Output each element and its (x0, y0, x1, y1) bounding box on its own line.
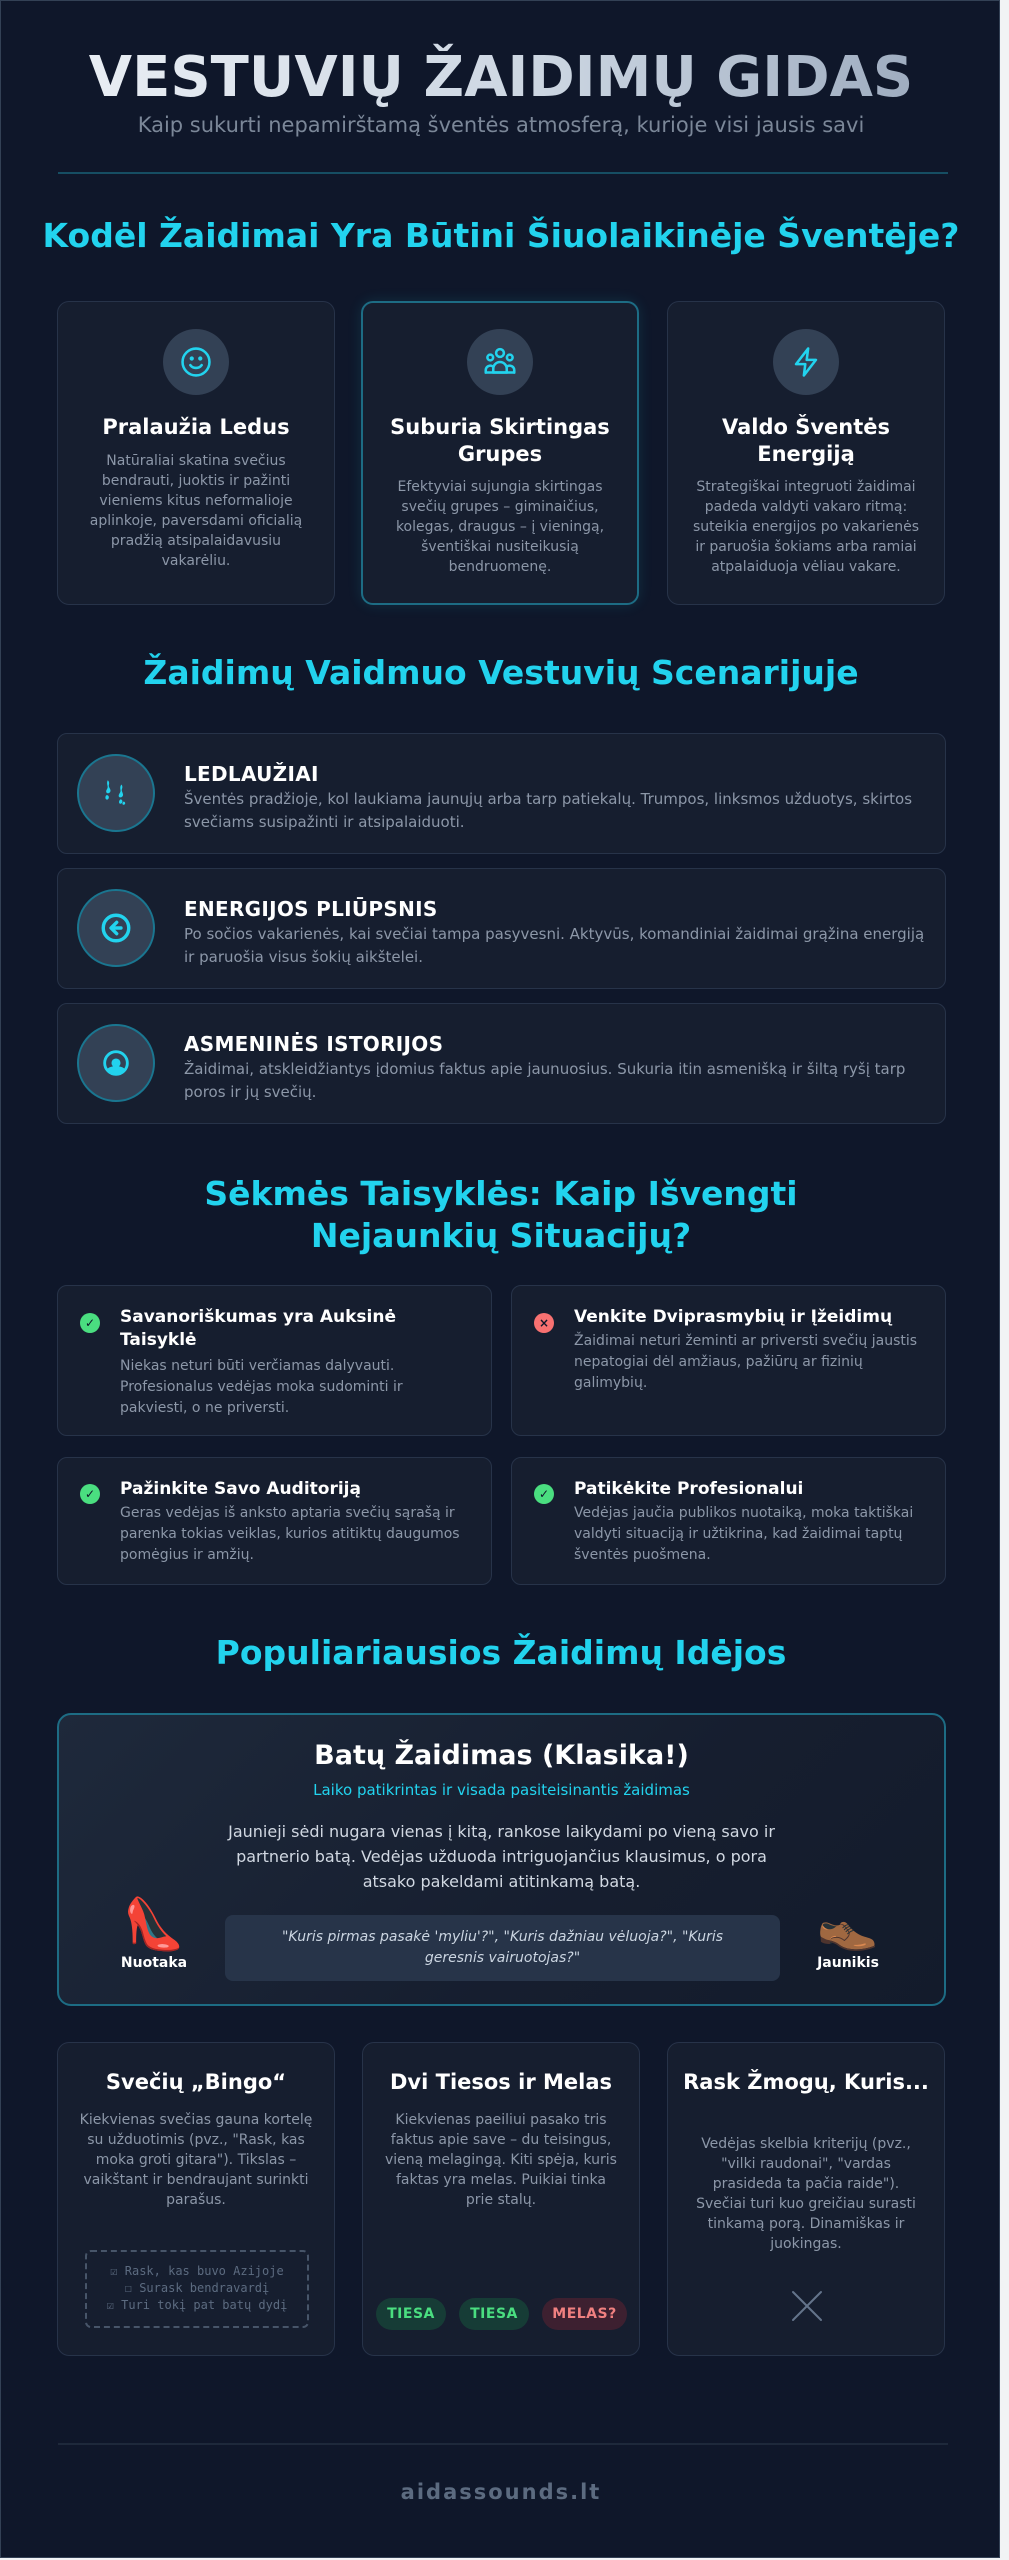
arrow-left-circle-icon (77, 889, 155, 967)
mans-shoe-icon: 👞 (816, 1895, 880, 1953)
game-card-text: Vedėjas skelbia kriterijų (pvz., "vilki raudonai", "vardas prasideda ta pačia raide"). Svečiai turi kuo greičiau surasti tinkamą porą. Dinamiškas ir juokingas. (696, 2136, 916, 2252)
rule-text: Vedėjas jaučia publikos nuotaiką, moka taktiškai valdyti situaciją ir užtikrina, kad žaidimai taptų šventės puošmena. (574, 1505, 914, 1563)
featured-game-card (57, 1713, 946, 2006)
rule-title: Savanoriškumas yra Auksinė Taisyklė (120, 1307, 397, 1350)
groom-label: Jaunikis (817, 1955, 879, 1971)
scenario-item-title: ASMENINĖS ISTORIJOS (184, 1032, 444, 1056)
scenario-item-text: Šventės pradžioje, kol laukiama jaunųjų arba tarp patiekalų. Trumpos, linksmos užduotys, skirtos svečiams susipažinti ir atsipalaiduoti. (184, 790, 913, 831)
game-card-text: Kiekvienas svečias gauna kortelę su užduotimis (pvz., "Rask, kas moka groti gitara"). Tikslas – vaikštant ir bendraujant surinkti parašus. (79, 2112, 313, 2208)
feature-card-title: Suburia Skirtingas Grupes (390, 415, 610, 466)
cross-icon (791, 2290, 823, 2326)
bingo-item: ☐ Surask bendravardį (124, 2281, 270, 2295)
scenario-item-title: LEDLAUŽIAI (184, 762, 319, 786)
game-card-title: Dvi Tiesos ir Melas (389, 2070, 612, 2094)
why-heading: Kodėl Žaidimai Yra Būtini Šiuolaikinėje Šventėje? (42, 216, 960, 255)
rule-card-audience (57, 1457, 492, 1585)
rule-text: Geras vedėjas iš anksto aptaria svečių sąrašą ir parenka tokias veiklas, kurios atitiktų daugumos pomėgius ir amžių. (120, 1505, 460, 1563)
bride-shoe (109, 1896, 199, 1972)
rule-text: Žaidimai neturi žeminti ar priversti svečių jaustis nepatogiai dėl amžiaus, pažiūrų ar fizinių galimybių. (574, 1333, 918, 1391)
check-icon: ✓ (534, 1484, 554, 1504)
page-subtitle: Kaip sukurti nepamirštamą šventės atmosferą, kurioje visi jausis savi (137, 113, 865, 137)
groom-shoe (803, 1896, 893, 1972)
footer-divider (58, 2443, 948, 2445)
lie-pill: MELAS? (542, 2298, 627, 2330)
rule-title: Patikėkite Profesionalui (574, 1479, 804, 1499)
bride-label: Nuotaka (120, 1955, 188, 1971)
check-icon: ✓ (80, 1313, 100, 1333)
feature-card-groups (361, 301, 639, 605)
game-card-two-truths (362, 2042, 640, 2356)
rule-card-avoid (511, 1285, 946, 1436)
feature-card-text: Strategiškai integruoti žaidimai padeda valdyti vakaro ritmą: suteikia energijos po vakarienės ir paruošia šokiams arba ramiai atpalaiduoja vėliau vakare. (692, 479, 920, 575)
scenario-item-stories (57, 1003, 946, 1124)
feature-card-title: Valdo Šventės Energiją (721, 415, 891, 466)
users-group-icon (467, 329, 533, 395)
game-card-text: Kiekvienas paeiliui pasako tris faktus apie save – du teisingus, vieną melagingą. Kiti spėja, kuris faktas yra melas. Puikiai tinka prie stalų. (385, 2112, 617, 2208)
header-divider (58, 172, 948, 174)
game-card-title: Svečių „Bingo“ (105, 2070, 287, 2094)
footprints-icon (77, 754, 155, 832)
page-title: VESTUVIŲ ŽAIDIMŲ GIDAS (1, 43, 1001, 113)
game-card-bingo (57, 2042, 335, 2356)
rule-text: Niekas neturi būti verčiamas dalyvauti. Profesionalus vedėjas moka sudominti ir pakviesti, o ne priversti. (120, 1358, 403, 1416)
scenario-item-text: Po sočios vakarienės, kai svečiai tampa pasyvesni. Aktyvūs, komandiniai žaidimai grąžina energiją ir paruošia visus šokių aikštelei. (184, 925, 925, 966)
game-card-find-person (667, 2042, 945, 2356)
rule-card-voluntary (57, 1285, 492, 1436)
feature-card-text: Natūraliai skatina svečius bendrauti, juoktis ir pažinti vieniems kitus neformalioje aplinkoje, paversdami oficialią pradžią atsipalaidavusiu vakarėliu. (89, 453, 303, 569)
scenario-heading: Žaidimų Vaidmuo Vestuvių Scenarijuje (143, 653, 859, 692)
feature-card-icebreak (57, 301, 335, 605)
smile-icon (163, 329, 229, 395)
scenario-item-title: ENERGIJOS PLIŪPSNIS (184, 897, 438, 921)
rule-title: Pažinkite Savo Auditoriją (120, 1479, 361, 1499)
game-card-title: Rask Žmogų, Kuris... (683, 2070, 929, 2094)
truth-pill: TIESA (459, 2298, 529, 2330)
rules-heading: Sėkmės Taisyklės: Kaip Išvengti Nejaunkių Situacijų? (204, 1174, 798, 1255)
bingo-item: ☑ Turi tokį pat batų dydį (106, 2298, 288, 2312)
featured-game-subtitle: Laiko patikrintas ir visada pasiteisinantis žaidimas (313, 1781, 690, 1799)
cross-badge-icon: × (534, 1313, 554, 1333)
featured-game-text: Jaunieji sėdi nugara vienas į kitą, rankose laikydami po vieną savo ir partnerio batą. Vedėjas užduoda intriguojančius klausimus, o pora atsako pakeldami atitinkamą batą. (228, 1822, 775, 1891)
bingo-checklist (85, 2250, 309, 2328)
scenario-item-energy (57, 868, 946, 989)
scenario-item-text: Žaidimai, atskleidžiantys įdomius faktus apie jaunuosius. Sukuria itin asmenišką ir šiltą ryšį tarp poros ir jų svečių. (184, 1060, 906, 1101)
person-circle-icon (77, 1024, 155, 1102)
rule-title: Venkite Dviprasmybių ir Įžeidimų (574, 1307, 893, 1327)
example-questions: "Kuris pirmas pasakė 'myliu'?", "Kuris dažniau vėluoja?", "Kuris geresnis vairuotojas?" (225, 1915, 780, 1981)
check-icon: ✓ (80, 1484, 100, 1504)
rule-card-professional (511, 1457, 946, 1585)
feature-card-energy (667, 301, 945, 605)
footer-brand: aidassounds.lt (400, 2480, 602, 2504)
bingo-item: ☑ Rask, kas buvo Azijoje (110, 2264, 284, 2278)
scenario-item-icebreakers (57, 733, 946, 854)
lightning-icon (773, 329, 839, 395)
featured-game-title: Batų Žaidimas (Klasika!) (314, 1740, 689, 1771)
ideas-heading: Populiariausios Žaidimų Idėjos (215, 1633, 787, 1672)
truth-pill: TIESA (376, 2298, 446, 2330)
feature-card-text: Efektyviai sujungia skirtingas svečių grupes – giminaičius, kolegas, draugus – į vieningą, šventiškai nusiteikusią bendruomenę. (395, 479, 605, 575)
high-heel-icon: 👠 (122, 1895, 186, 1953)
feature-card-title: Pralaužia Ledus (102, 415, 290, 439)
